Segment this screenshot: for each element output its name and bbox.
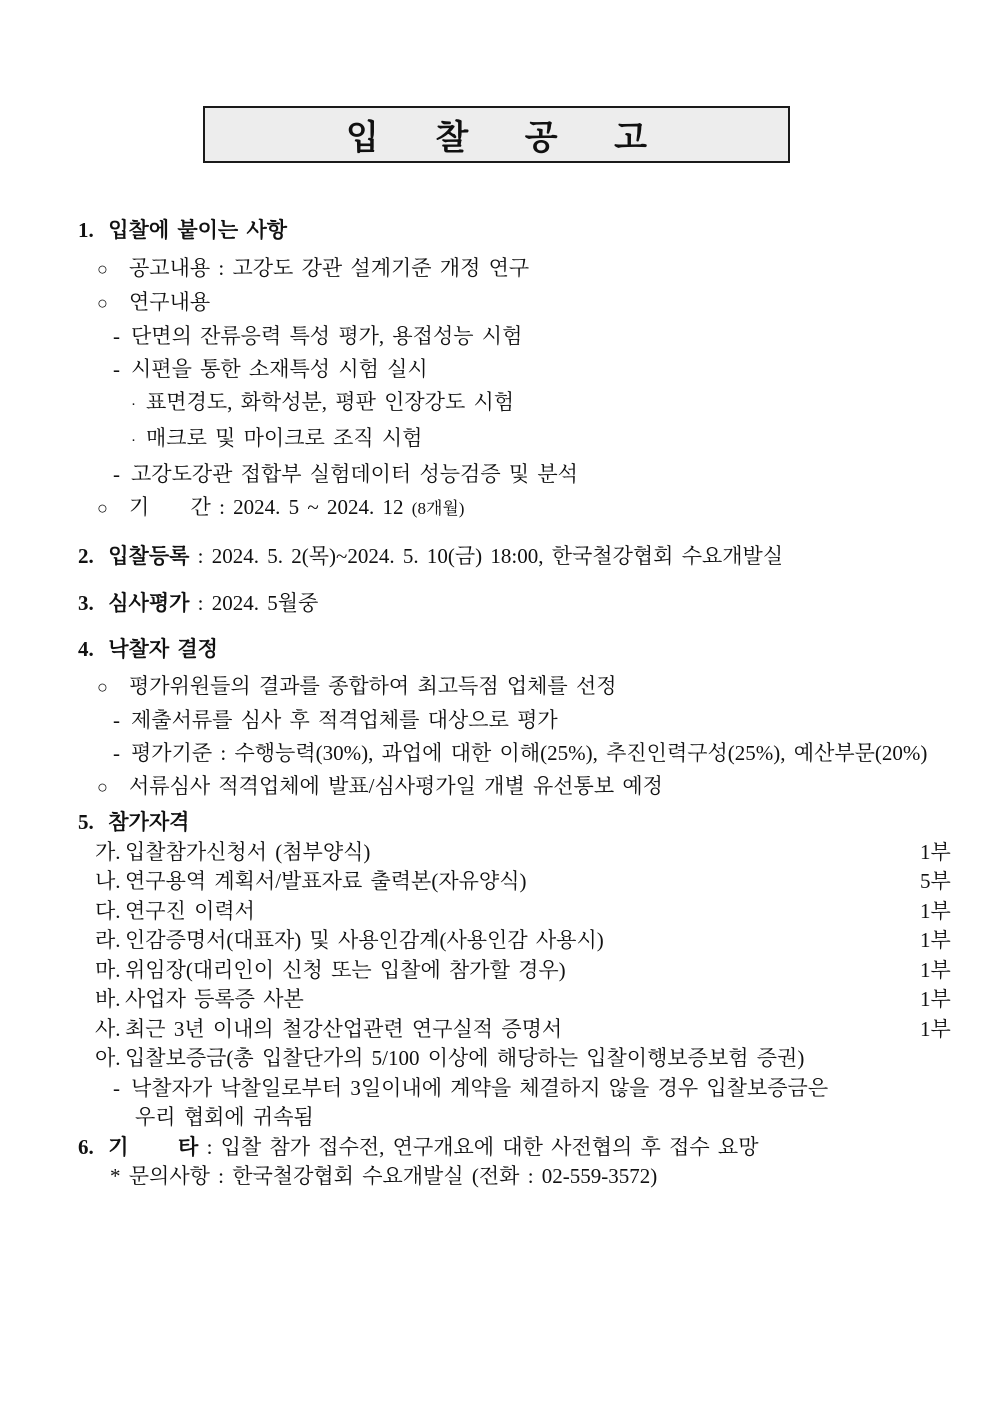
section-6 [78, 1133, 952, 1192]
doc-label: 바. [95, 987, 121, 1011]
doc-quantity: 1부 [920, 1016, 951, 1041]
doc-name: 사업자 등록증 사본 [125, 987, 304, 1011]
note-text: 낙찰자가 낙찰일로부터 3일이내에 계약을 체결하지 않을 경우 입찰보증금은 [131, 1075, 829, 1100]
section-5 [78, 808, 952, 1133]
list-item [78, 491, 952, 525]
doc-name: 연구용역 계획서/발표자료 출력본(자유양식) [125, 869, 527, 893]
dot-bullet-icon: · [131, 433, 136, 449]
section-3-heading [78, 587, 952, 620]
required-document-row [78, 956, 952, 986]
section-text: : 입찰 참가 접수전, 연구개요에 대한 사전협의 후 접수 요망 [198, 1134, 759, 1159]
dash-bullet-icon: - [113, 741, 120, 765]
contact-text: * 문의사항 : 한국철강협회 수요개발실 (전화 : 02-559-3572) [110, 1164, 658, 1188]
list-item [78, 252, 952, 286]
doc-label: 가. [95, 839, 121, 864]
list-item [78, 670, 952, 704]
section-3 [78, 587, 952, 620]
section-title: 낙찰자 결정 [108, 637, 218, 661]
section-4 [78, 633, 952, 804]
section-2 [78, 540, 952, 573]
item-text: 표면경도, 화학성분, 평판 인장강도 시험 [146, 390, 515, 414]
deposit-note-line-1 [78, 1074, 952, 1104]
section-4-heading [78, 633, 952, 666]
item-text: 고강도강관 접합부 실험데이터 성능검증 및 분석 [131, 462, 578, 486]
item-text: 제출서류를 심사 후 적격업체를 대상으로 평가 [131, 708, 558, 732]
section-number: 4. [78, 637, 94, 661]
doc-quantity: 1부 [920, 987, 951, 1011]
contact-line [78, 1162, 952, 1192]
required-document-row [78, 1044, 952, 1074]
item-text: 연구내용 [129, 290, 211, 314]
doc-name: 위임장(대리인이 신청 또는 입찰에 참가할 경우) [125, 957, 566, 982]
required-document-row [78, 926, 952, 956]
doc-quantity: 1부 [920, 957, 951, 982]
item-text: 매크로 및 마이크로 조직 시험 [146, 426, 423, 450]
doc-label: 마. [95, 957, 121, 982]
list-item [78, 770, 952, 804]
list-item [78, 320, 952, 353]
list-item [78, 386, 952, 422]
item-text: 공고내용 : 고강도 강관 설계기준 개정 연구 [129, 256, 530, 280]
doc-quantity: 5부 [920, 869, 951, 893]
circle-bullet-icon: ○ [97, 259, 108, 279]
required-document-row [78, 985, 952, 1015]
section-title: 기 타 [108, 1134, 199, 1159]
dash-bullet-icon: - [113, 708, 120, 732]
title-box [203, 106, 790, 163]
section-title: 입찰에 붙이는 사항 [108, 218, 288, 242]
section-title: 심사평가 [108, 591, 190, 615]
note-text: 우리 협회에 귀속됨 [135, 1105, 314, 1129]
section-text: : 2024. 5. 2(목)~2024. 5. 10(금) 18:00, 한국철강협회 수요개발실 [189, 544, 784, 568]
doc-name: 최근 3년 이내의 철강산업관련 연구실적 증명서 [125, 1016, 563, 1041]
list-item [78, 353, 952, 386]
doc-label: 라. [95, 928, 121, 952]
doc-name: 입찰보증금(총 입찰단가의 5/100 이상에 해당하는 입찰이행보증보험 증권) [125, 1046, 805, 1070]
list-item [78, 737, 952, 770]
required-document-row [78, 897, 952, 927]
section-title: 입찰등록 [108, 544, 190, 568]
section-2-heading [78, 540, 952, 573]
dash-bullet-icon: - [113, 1075, 120, 1100]
doc-label: 나. [95, 869, 121, 893]
section-number: 1. [78, 218, 94, 242]
section-1 [78, 214, 952, 525]
circle-bullet-icon: ○ [97, 498, 108, 518]
doc-quantity: 1부 [920, 928, 951, 952]
circle-bullet-icon: ○ [97, 677, 108, 697]
list-item [78, 704, 952, 737]
item-text: 시편을 통한 소재특성 시험 실시 [131, 357, 428, 381]
doc-quantity: 1부 [920, 839, 951, 864]
doc-label: 사. [95, 1016, 121, 1041]
required-document-row [78, 867, 952, 897]
doc-quantity: 1부 [920, 898, 951, 923]
list-item [78, 422, 952, 458]
dash-bullet-icon: - [113, 462, 120, 486]
doc-label: 아. [95, 1046, 121, 1070]
required-document-row [78, 1015, 952, 1045]
duration-note: (8개월) [411, 499, 465, 518]
section-number: 6. [78, 1134, 94, 1159]
circle-bullet-icon: ○ [97, 293, 108, 313]
dash-bullet-icon: - [113, 357, 120, 381]
required-document-row [78, 838, 952, 868]
section-4-items [78, 670, 952, 804]
circle-bullet-icon: ○ [97, 777, 108, 797]
doc-name: 연구진 이력서 [125, 898, 255, 923]
item-text: 기 간 : 2024. 5 ~ 2024. 12 [129, 495, 412, 519]
section-title: 참가자격 [108, 810, 190, 834]
section-1-items [78, 252, 952, 525]
item-text: 평가위원들의 결과를 종합하여 최고득점 업체를 선정 [129, 674, 617, 698]
list-item [78, 286, 952, 320]
deposit-note-line-2 [78, 1103, 952, 1133]
list-item [78, 458, 952, 491]
dash-bullet-icon: - [113, 324, 120, 348]
section-6-heading [78, 1133, 952, 1163]
doc-label: 다. [95, 898, 121, 923]
item-text: 평가기준 : 수행능력(30%), 과업에 대한 이해(25%), 추진인력구성(25%), 예산부문(20%) [131, 741, 928, 765]
section-number: 3. [78, 591, 94, 615]
item-text: 서류심사 적격업체에 발표/심사평가일 개별 유선통보 예정 [129, 774, 663, 798]
section-number: 5. [78, 810, 94, 834]
item-text: 단면의 잔류응력 특성 평가, 용접성능 시험 [131, 324, 523, 348]
section-number: 2. [78, 544, 94, 568]
document-body [78, 214, 952, 1192]
dot-bullet-icon: · [131, 397, 136, 413]
section-text: : 2024. 5월중 [189, 591, 319, 615]
section-1-heading [78, 214, 952, 247]
doc-name: 입찰참가신청서 (첨부양식) [125, 839, 371, 864]
doc-name: 인감증명서(대표자) 및 사용인감계(사용인감 사용시) [125, 928, 604, 952]
section-5-heading [78, 808, 952, 838]
page-title: 입 찰 공 고 [346, 120, 671, 157]
